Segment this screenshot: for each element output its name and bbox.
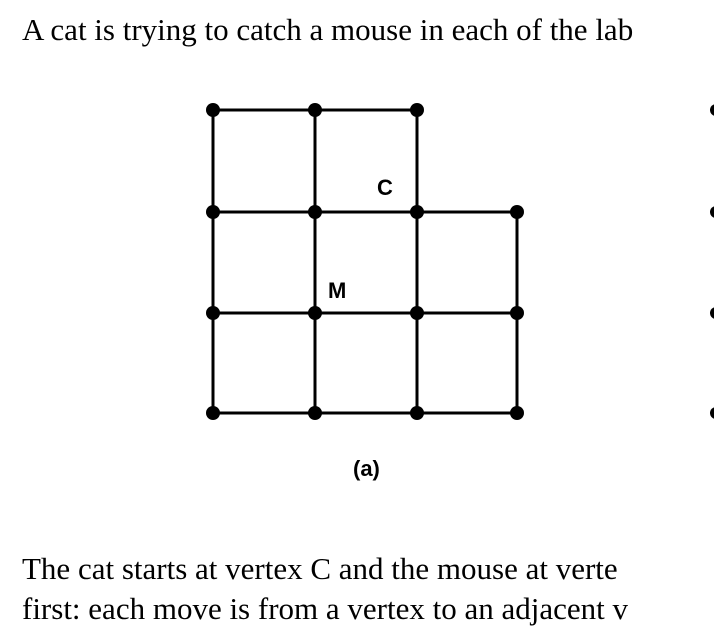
intro-text: A cat is trying to catch a mouse in each of the lab [22,12,634,47]
grid-vertex [410,205,424,219]
grid-vertex [510,205,524,219]
grid-vertices [206,103,714,420]
grid-vertex [510,306,524,320]
grid-vertex [308,306,322,320]
clipped-vertex [710,206,714,218]
mouse-label: M [328,278,347,303]
grid-vertex [410,306,424,320]
grid-edges [213,110,517,413]
paragraph-line-1: The cat starts at vertex C and the mouse at verte [22,551,618,586]
cat-label: C [377,175,393,200]
grid-vertex [308,205,322,219]
grid-vertex [206,306,220,320]
grid-vertex [308,406,322,420]
grid-vertex [308,103,322,117]
grid-vertex [206,103,220,117]
grid-vertex [510,406,524,420]
clipped-vertex [710,307,714,319]
grid-vertex [206,205,220,219]
grid-vertex [410,406,424,420]
grid-vertex [410,103,424,117]
clipped-vertex [710,104,714,116]
paragraph-line-2: first: each move is from a vertex to an adjacent v [22,591,628,626]
grid-vertex [206,406,220,420]
clipped-vertex [710,407,714,419]
figure-caption: (a) [353,456,380,481]
